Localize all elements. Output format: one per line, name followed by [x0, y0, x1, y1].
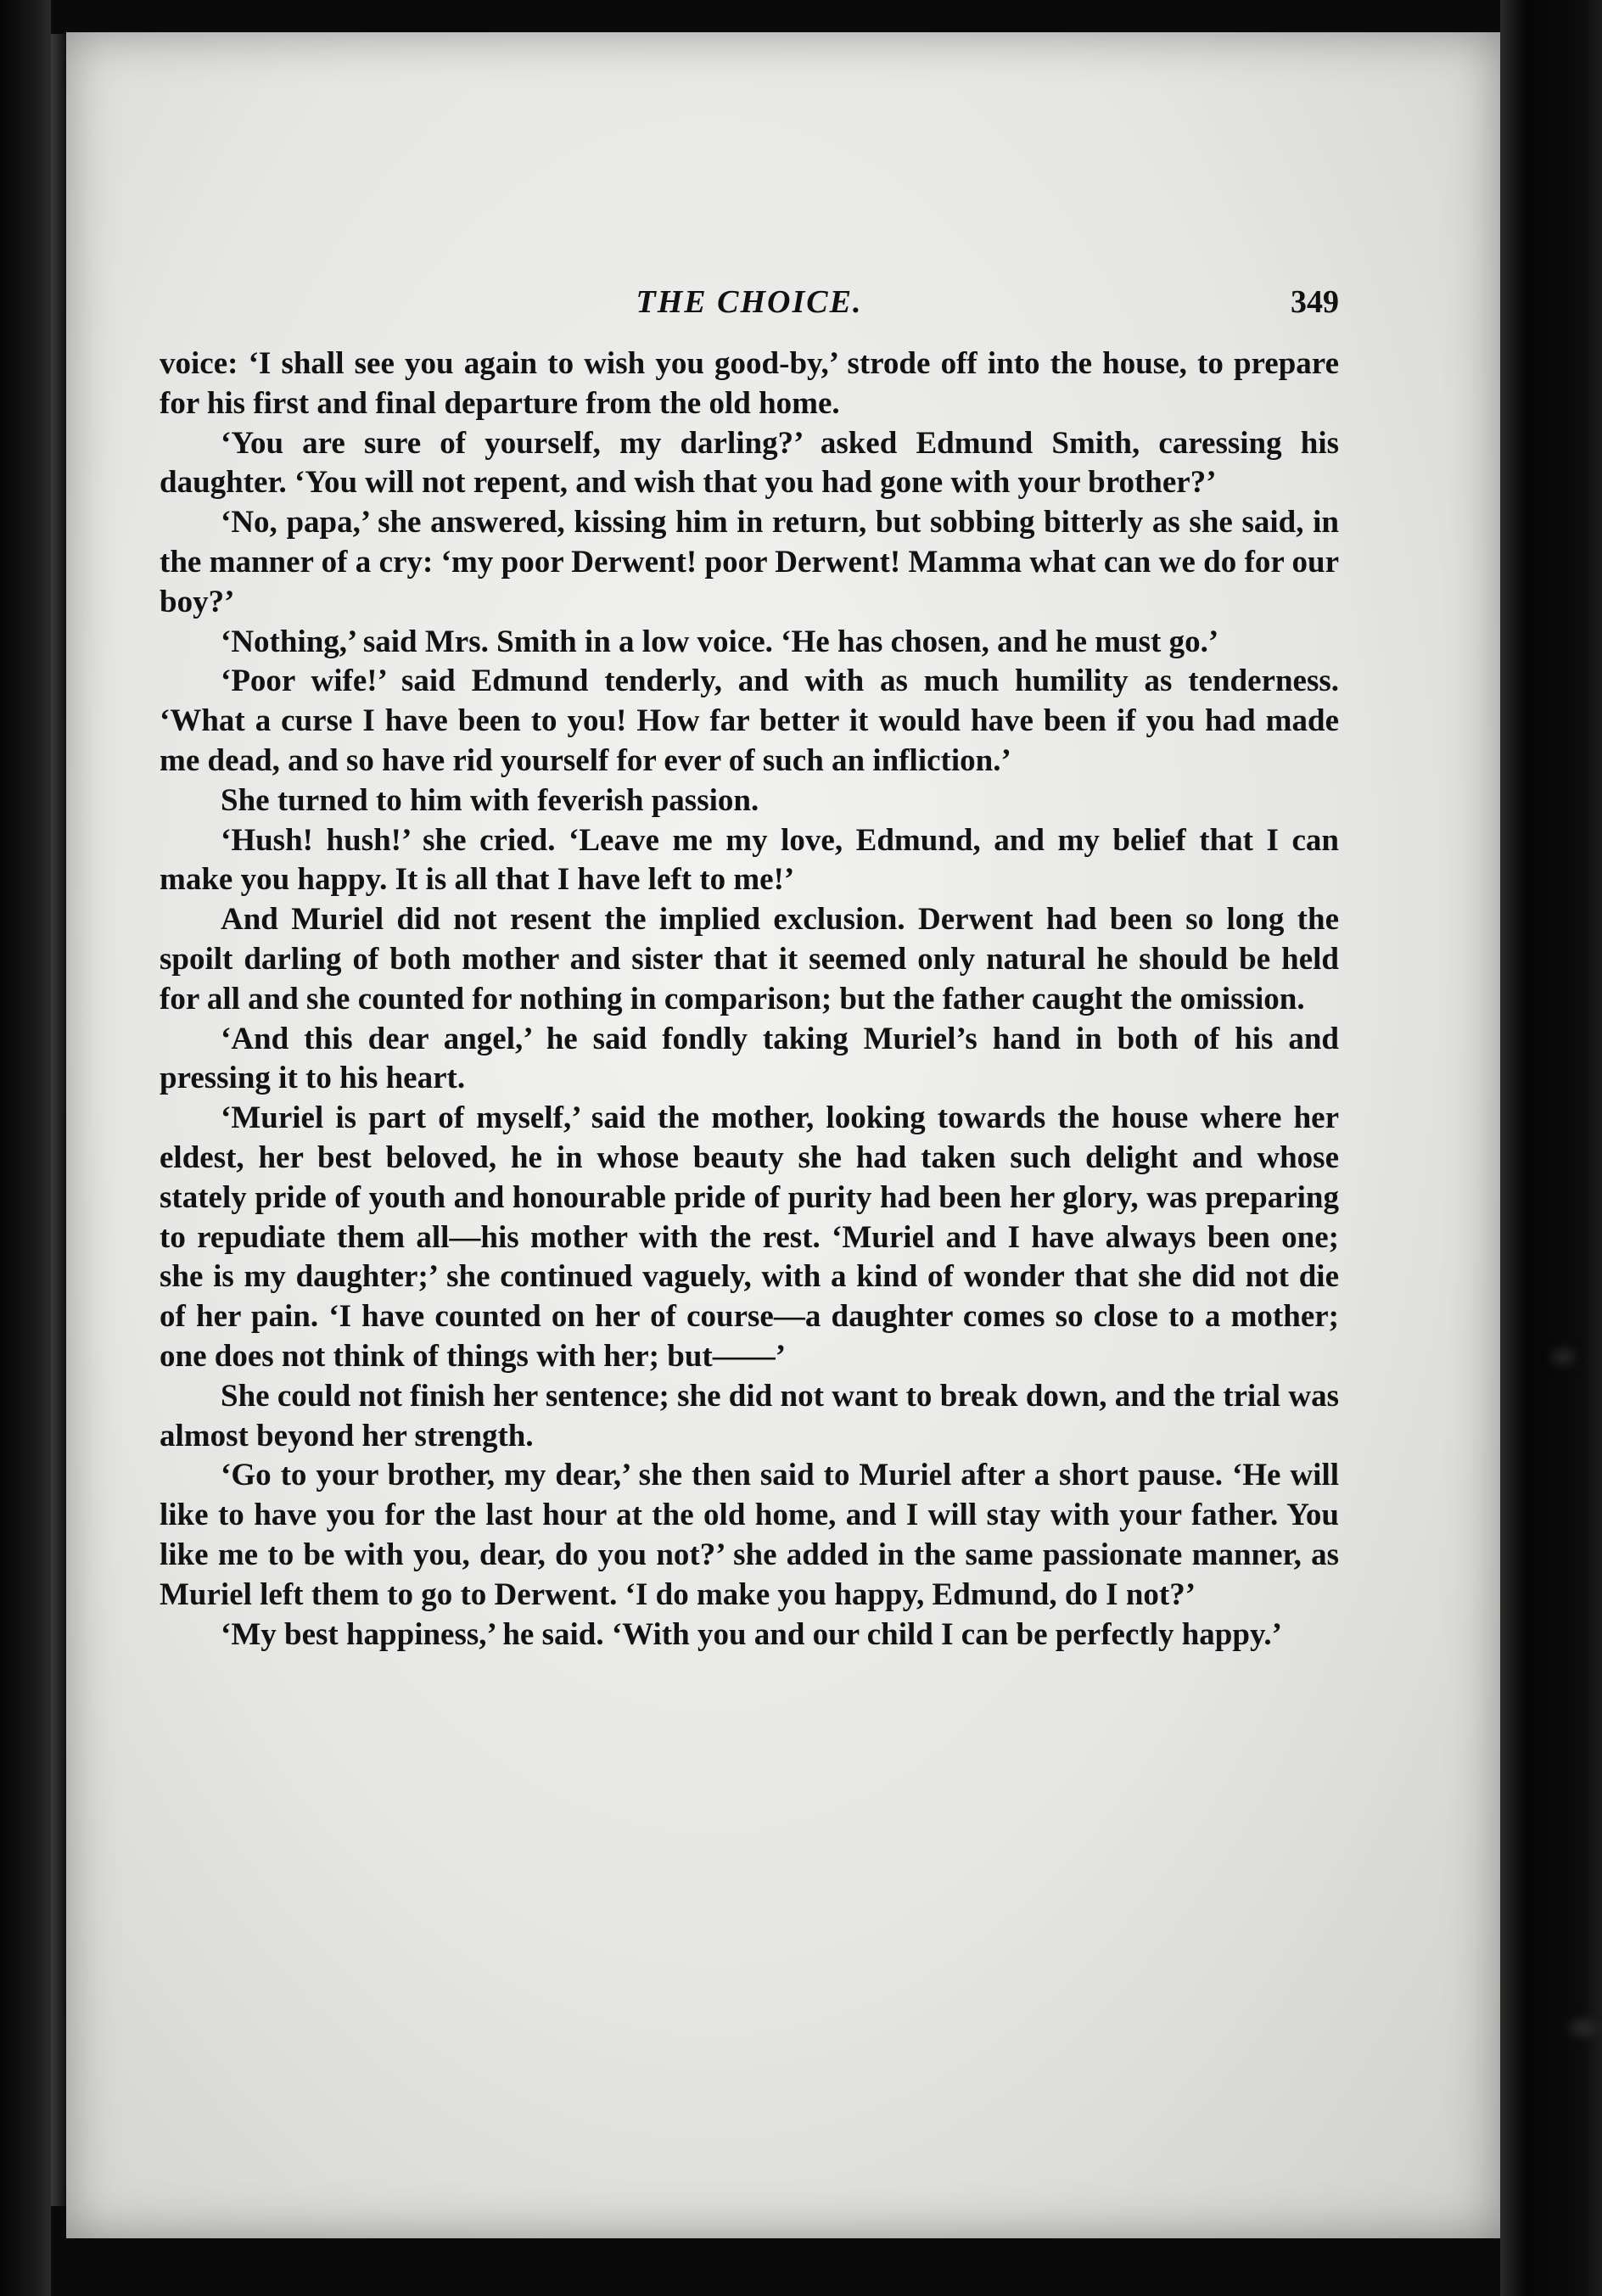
- right-film-border: [1500, 0, 1602, 2296]
- film-speck: [1570, 2019, 1595, 2036]
- paragraph: ‘You are sure of yourself, my darling?’ asked Edmund Smith, caressing his daughter. ‘You will not repent, and wish that you had gone with your brother?’: [160, 425, 1339, 501]
- body-text: [160, 344, 1339, 1655]
- film-speck: [1551, 1349, 1575, 1364]
- paragraph: voice: ‘I shall see you again to wish you good-by,’ strode off into the house, to prepare for his first and final departure from the old home.: [160, 346, 1339, 421]
- page-header: [160, 283, 1339, 326]
- paragraph: And Muriel did not resent the implied exclusion. Derwent had been so long the spoilt darling of both mother and sister that it seemed only natural he should be held for all and she counted for nothing in comparison; but the father caught the omission.: [160, 902, 1339, 1016]
- paragraph: She turned to him with feverish passion.: [221, 782, 759, 818]
- page-number: 349: [1291, 284, 1339, 320]
- paragraph: ‘Go to your brother, my dear,’ she then said to Muriel after a short pause. ‘He will like to have you for the last hour at the old home, and I will stay with your father. You like me to be with you, dear, do you not?’ she added in the same passionate manner, as Muriel left them to go to Derwent. ‘I do make you happy, Edmund, do I not?’: [160, 1458, 1339, 1612]
- paragraph: ‘Hush! hush!’ she cried. ‘Leave me my love, Edmund, and my belief that I can make you happy. It is all that I have left to me!’: [160, 822, 1339, 898]
- book-page: [66, 32, 1500, 2238]
- paragraph: ‘Nothing,’ said Mrs. Smith in a low voice. ‘He has chosen, and he must go.’: [221, 624, 1219, 659]
- left-film-border: [0, 0, 51, 2296]
- paragraph: ‘My best happiness,’ he said. ‘With you and our child I can be perfectly happy.’: [221, 1616, 1282, 1652]
- running-title: THE CHOICE.: [636, 284, 863, 320]
- paragraph: ‘No, papa,’ she answered, kissing him in return, but sobbing bitterly as she said, in the manner of a cry: ‘my poor Derwent! poor Derwent! Mamma what can we do for our boy?’: [160, 505, 1339, 619]
- page-gutter: [51, 34, 66, 2206]
- paragraph: ‘Poor wife!’ said Edmund tenderly, and with as much humility as tenderness. ‘What a curse I have been to you! How far better it would have been if you had made me dead, and so have rid yourself for ever of such an infliction.’: [160, 664, 1339, 778]
- paragraph: ‘And this dear angel,’ he said fondly taking Muriel’s hand in both of his and pressing it to his heart.: [160, 1021, 1339, 1096]
- paragraph: She could not finish her sentence; she did not want to break down, and the trial was almost beyond her strength.: [160, 1378, 1339, 1453]
- paragraph: ‘Muriel is part of myself,’ said the mother, looking towards the house where her eldest, her best beloved, he in whose beauty she had taken such delight and whose stately pride of youth and honourable pride of purity had been her glory, was preparing to repudiate them all—his mother with the rest. ‘Muriel and I have always been one; she is my daughter;’ she continued vaguely, with a kind of wonder that she did not die of her pain. ‘I have counted on her of course—a daughter comes so close to a mother; one does not think of things with her; but——’: [160, 1100, 1339, 1374]
